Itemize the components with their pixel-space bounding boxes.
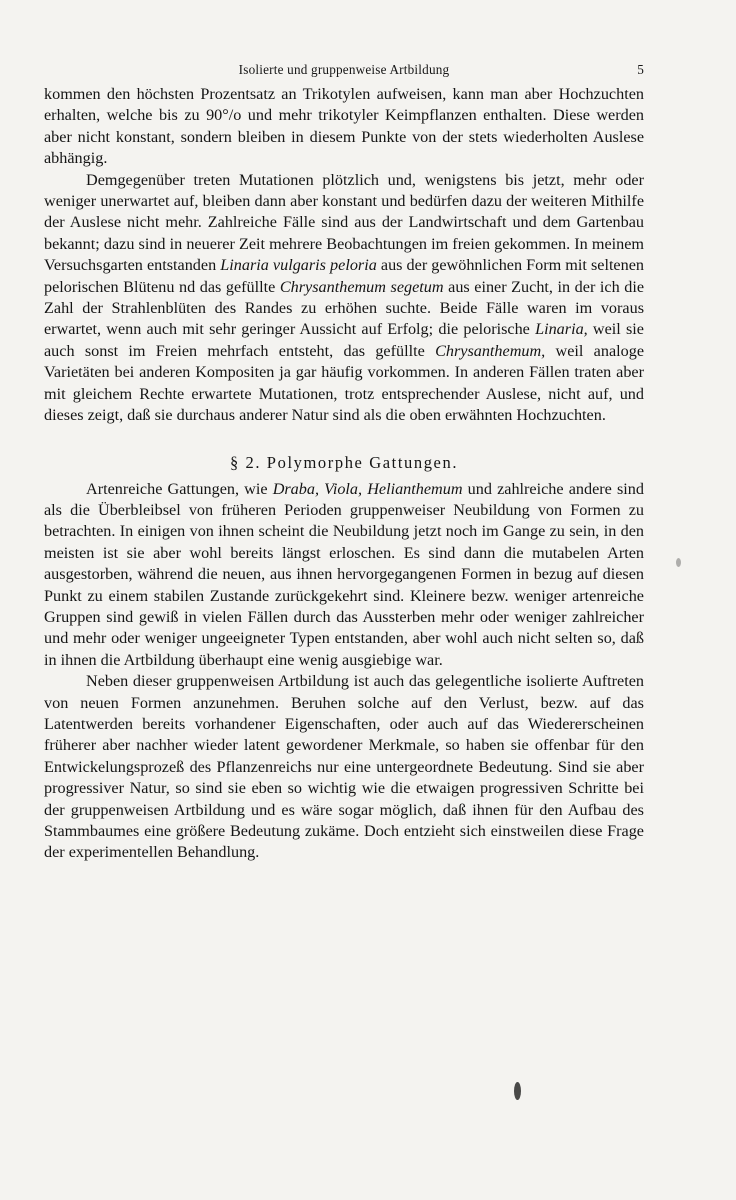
body-text-before-section [44,84,644,427]
paragraph-p4 [44,671,644,864]
italic-taxon-name: Chrysanthemum segetum [279,277,444,296]
text-run: Demgegenüber treten Mutationen plötzlich und, wenigstens bis jetzt, mehr oder weniger unerwartet auf, bleiben dann aber konstant und bedürfen dazu der weiteren Mithilfe der Auslese nicht mehr. Zahlreiche Fälle sind aus der Landwirtschaft und dem Gartenbau bekannt; dazu sind in neuerer Zeit mehrere Beobachtungen im freien gekommen. In meinem Versuchsgarten entstanden [44,170,644,275]
text-run: aus einer Zucht, in der ich die Zahl der Strahlenblüten des Randes zu erhöhen suchte. Beide Fälle waren im voraus erwartet, wenn auch mit sehr geringer Aussicht auf Erfolg; die pelorische [44,277,645,339]
text-run: weil sie auch sonst im Freien mehrfach entsteht, das gefüllte [44,320,644,360]
italic-taxon-name: Draba, Viola, Helianthemum [272,479,463,498]
body-text-section-2 [44,479,644,864]
text-run: aus der gewöhnlichen Form mit seltenen pelorischen Blütenu nd das gefüllte [44,256,644,296]
running-header-title: Isolierte und gruppenweise Artbildung [238,62,450,77]
italic-taxon-name: Linaria vulgaris peloria [220,256,377,275]
book-page [44,56,644,864]
italic-taxon-name: Linaria, [535,320,588,339]
paragraph-p2 [44,170,644,427]
text-run: und zahlreiche andere sind als die Überbleibsel von früheren Perioden gruppenweiser Neubildung von Formen zu betrachten. In einigen von ihnen scheint die Neubildung jetzt noch im Gange zu sein, in den meisten ist sie aber wohl bereits längst erloschen. Es sind dann die mutabelen Arten ausgestorben, während die neuen, aus ihnen hervorgegangenen Formen in bezug auf diesen Punkt zu einem stabilen Zustande zurückgekehrt sind. Kleinere bezw. weniger artenreiche Gruppen sind gewiß in vielen Fällen durch das Aussterben mehr oder weniger zahlreicher und mehr oder weniger ungeeigneter Typen entstanden, aber wohl auch nicht selten so, daß in ihnen die Artbildung überhaupt eine wenig ausgiebige war. [44,479,644,669]
paragraph-p1 [44,84,644,170]
ink-speck [676,558,681,567]
ink-smudge [514,1082,521,1100]
text-run: Artenreiche Gattungen, wie [86,479,273,498]
text-run: kommen den höchsten Prozentsatz an Trikotylen aufweisen, kann man aber Hochzuchten erhalten, welche bis zu 90°/o und mehr trikotyler Keimpflanzen enthalten. Diese werden aber nicht konstant, sondern bleiben in diesem Punkte von der stets wiederholten Auslese abhängig. [44,85,644,168]
text-run: Neben dieser gruppenweisen Artbildung ist auch das gelegentliche isolierte Auftreten von neuen Formen anzunehmen. Beruhen solche auf den Verlust, bezw. auf das Latentwerden bereits vorhandener Eigenschaften, oder auch auf das Wiedererscheinen früherer aber nachher wieder latent gewordener Merkmale, so haben sie offenbar für den Entwickelungsprozeß des Pflanzenreichs nur eine untergeordnete Bedeutung. Sind sie aber progressiver Natur, so sind sie eben so wichtig wie die etwaigen progressiven Schritte bei der gruppenweisen Artbildung und es wäre sogar möglich, daß ihnen für den Aufbau des Stammbaumes eine größere Bedeutung zukäme. Doch entzieht sich einstweilen diese Frage der experimentellen Behandlung. [44,672,644,862]
page-number: 5 [637,62,644,77]
section-heading: § 2. Polymorphe Gattungen. [229,452,459,472]
running-header [44,56,644,84]
italic-taxon-name: Chrysanthemum, [435,341,546,360]
paragraph-p3 [44,479,644,672]
text-run: weil analoge Varietäten bei anderen Kompositen ja gar häufig vorkommen. In anderen Fällen traten aber mit gleichem Rechte erwartete Mutationen, trotz entsprechender Auslese, nicht auf, und dieses zeigt, daß sie durchaus anderer Natur sind als die oben erwähnten Hochzuchten. [44,341,644,425]
